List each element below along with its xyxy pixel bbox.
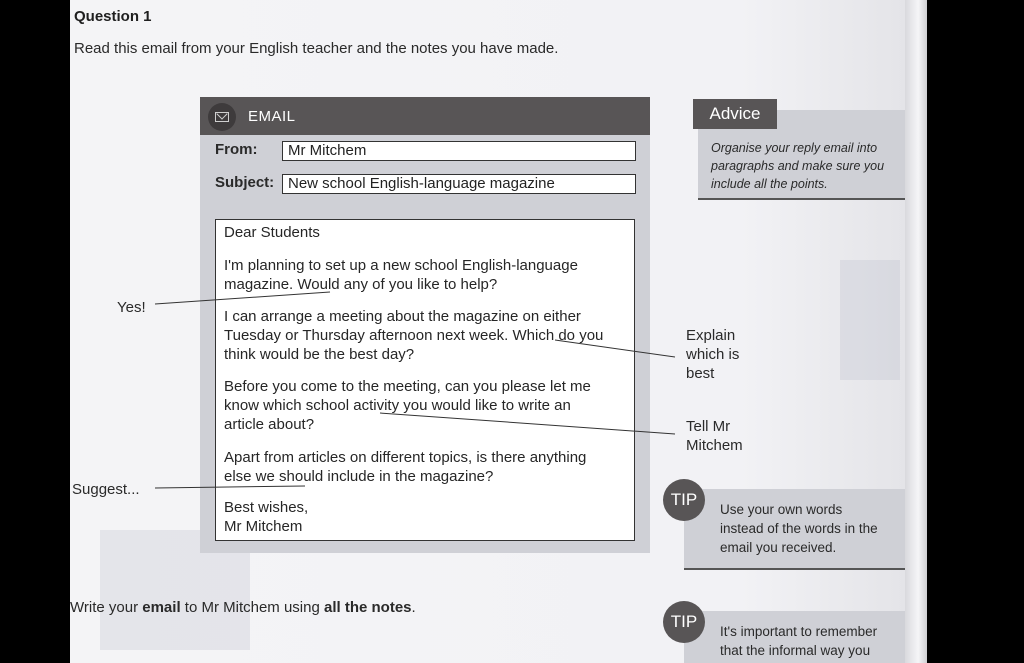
advice-label: Advice — [693, 99, 777, 129]
note-yes: Yes! — [117, 299, 146, 316]
email-p2-line2: Tuesday or Thursday afternoon next week. Which do you — [224, 327, 604, 344]
instruction-bold: email — [142, 599, 181, 616]
email-p3-line1: Before you come to the meeting, can you please let me — [224, 378, 591, 395]
email-p1-line1: I'm planning to set up a new school English-language — [224, 257, 578, 274]
tell-pointer-line — [380, 413, 675, 434]
instruction-text: . — [411, 599, 416, 616]
instruction-text: Write your — [70, 599, 143, 616]
advice-line: include all the points. — [711, 177, 828, 191]
email-p3-line3: article about? — [224, 416, 315, 433]
tip-badge: TIP — [663, 479, 705, 521]
tip-line: instead of the words in the — [720, 521, 878, 536]
tip-line: email you received. — [720, 540, 837, 555]
note-explain-line2: which is — [686, 346, 740, 363]
advice-text — [711, 139, 901, 193]
writing-instruction — [70, 599, 416, 616]
yes-pointer-line — [155, 292, 330, 304]
email-signoff: Best wishes, — [224, 499, 309, 516]
advice-line: paragraphs and make sure you — [711, 159, 885, 173]
email-header-title: EMAIL — [248, 108, 296, 125]
suggest-pointer-line — [155, 486, 305, 488]
email-p1-line2: magazine. Would any of you like to help? — [224, 276, 498, 293]
email-signature: Mr Mitchem — [224, 518, 303, 535]
subject-field: New school English-language magazine — [282, 174, 636, 194]
note-explain-line3: best — [686, 365, 715, 382]
instruction-bold: all the notes — [323, 599, 412, 616]
tip-text — [720, 500, 900, 557]
note-explain-line1: Explain — [686, 327, 736, 344]
email-greeting: Dear Students — [224, 224, 320, 241]
note-suggest: Suggest... — [72, 481, 140, 498]
from-label: From: — [215, 141, 258, 158]
note-tell-line2: Mitchem — [686, 437, 743, 454]
from-field: Mr Mitchem — [282, 141, 636, 161]
note-tell-line1: Tell Mr — [686, 418, 731, 435]
email-p4-line2: else we should include in the magazine? — [224, 468, 494, 485]
email-p2-line3: think would be the best day? — [224, 346, 415, 363]
subject-label: Subject: — [215, 174, 275, 191]
email-p3-line2: know which school activity you would like to write an — [224, 397, 571, 414]
email-p2-line1: I can arrange a meeting about the magazine on either — [224, 308, 581, 325]
instruction-text: to Mr Mitchem using — [180, 599, 324, 616]
advice-line: Organise your reply email into — [711, 141, 878, 155]
tip-badge: TIP — [663, 601, 705, 643]
question-title: Question 1 — [74, 8, 152, 25]
explain-pointer-line — [555, 340, 675, 357]
tip-text — [720, 622, 900, 660]
email-p4-line1: Apart from articles on different topics, is there anything — [224, 449, 587, 466]
tip-line: Use your own words — [720, 502, 843, 517]
question-intro: Read this email from your English teacher and the notes you have made. — [74, 40, 559, 57]
tip-line: It's important to remember — [720, 624, 878, 639]
tip-line: that the informal way you — [720, 643, 871, 658]
